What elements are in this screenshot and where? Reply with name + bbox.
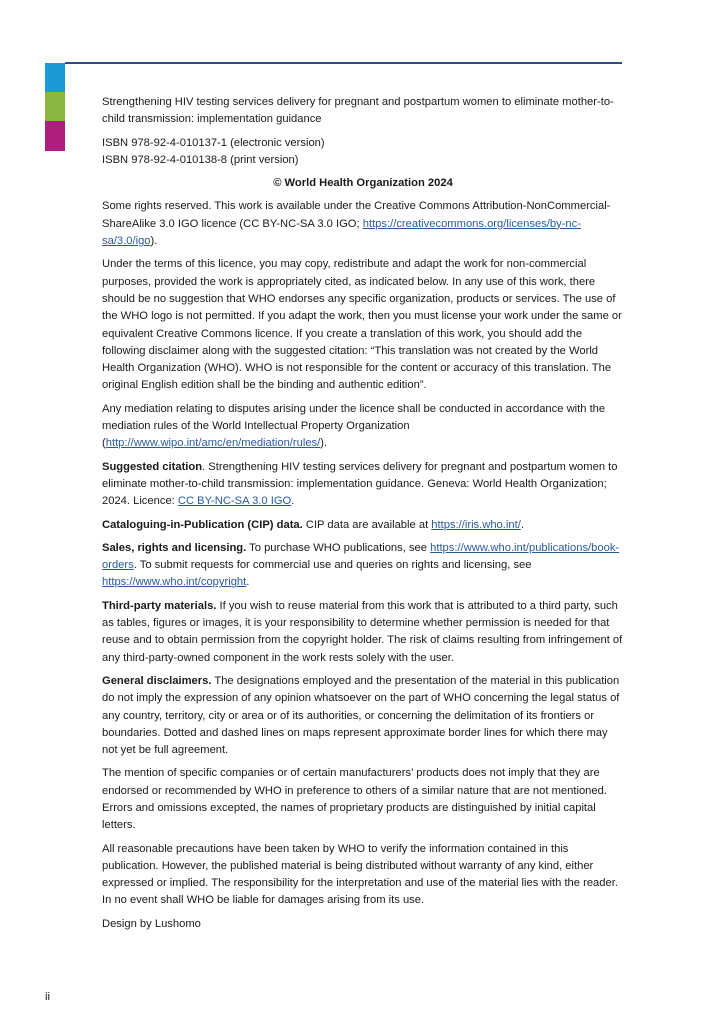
sales-paragraph: Sales, rights and licensing. To purchase WHO publications, see https://www.who.int/publications/book-orders. To submit requests for commercial use and queries on rights and licensing, see https://www.who.int/copyright. xyxy=(102,541,620,589)
mediation-paragraph: Any mediation relating to disputes arising under the licence shall be conducted in accordance with the mediation rules of the World Intellectual Property Organization (http://www.wipo.int/amc/en/mediation/rules/). xyxy=(102,402,606,450)
cc-licence-link[interactable]: https://creativecommons.org/licenses/by-nc-sa/3.0/igo xyxy=(102,217,581,248)
rights-paragraph: Some rights reserved. This work is available under the Creative Commons Attribution-NonCommercial-ShareAlike 3.0 IGO licence (CC BY-NC-SA 3.0 IGO; https://creativecommons.org/licenses/by-nc-sa/3.0/igo). xyxy=(102,200,611,248)
header-rule xyxy=(65,62,622,64)
copyright-notice: © World Health Organization 2024 xyxy=(273,177,453,190)
licence-terms-paragraph: Under the terms of this licence, you may copy, redistribute and adapt the work for non-commercial purposes, provided the work is appropriately cited, as indicated below. In any use of this work, there should be no suggestion that WHO endorses any specific organization, products or services. The use of the WHO logo is not permitted. If you adapt the work, then you must license your work under the same or equivalent Creative Commons licence. If you create a translation of this work, you should add the following disclaimer along with the suggested citation: “This translation was not created by the World Health Organization (WHO). WHO is not responsible for the content or accuracy of this translation. The original English edition shall be the binding and authentic edition”. xyxy=(102,258,622,392)
companies-paragraph: The mention of specific companies or of certain manufacturers’ products does not imply that they are endorsed or recommended by WHO in preference to others of a similar nature that are not mentioned. Errors and omissions excepted, the names of proprietary products are distinguished by initial capital letters. xyxy=(102,767,607,832)
sales-label: Sales, rights and licensing. xyxy=(102,541,247,554)
accent-bar-blue xyxy=(45,63,65,92)
design-credit: Design by Lushomo xyxy=(102,917,201,930)
isbn-print: ISBN 978-92-4-010138-8 (print version) xyxy=(102,153,299,166)
general-disclaimers-paragraph: General disclaimers. The designations employed and the presentation of the material in this publication do not imply the expression of any opinion whatsoever on the part of WHO concerning the legal status of any country, territory, city or area or of its authorities, or concerning the delimitation of its frontiers or boundaries. Dotted and dashed lines on maps represent approximate border lines for which there may not yet be full agreement. xyxy=(102,674,620,757)
copyright-link[interactable]: https://www.who.int/copyright xyxy=(102,576,247,589)
citation-licence-link[interactable]: CC BY-NC-SA 3.0 IGO xyxy=(177,495,292,508)
publication-title: Strengthening HIV testing services delivery for pregnant and postpartum women to eliminate mother-to-child transmission: implementation guidance xyxy=(102,96,614,126)
cip-label: Cataloguing-in-Publication (CIP) data. xyxy=(102,518,303,531)
third-party-label: Third-party materials. xyxy=(102,599,217,612)
book-orders-link[interactable]: https://www.who.int/publications/book-orders xyxy=(102,541,620,572)
page-number: ii xyxy=(45,991,50,1003)
suggested-citation-label: Suggested citation xyxy=(102,460,203,473)
general-disclaimers-label: General disclaimers. xyxy=(102,674,212,687)
wipo-mediation-link[interactable]: http://www.wipo.int/amc/en/mediation/rules/ xyxy=(105,437,321,450)
cip-paragraph: Cataloguing-in-Publication (CIP) data. CIP data are available at https://iris.who.int/. xyxy=(102,518,524,531)
third-party-paragraph: Third-party materials. If you wish to reuse material from this work that is attributed to a third party, such as tables, figures or images, it is your responsibility to determine whether permission is needed for that reuse and to obtain permission from the copyright holder. The risk of claims resulting from infringement of any third-party-owned component in the work rests solely with the user. xyxy=(102,599,623,664)
suggested-citation-paragraph: Suggested citation. Strengthening HIV testing services delivery for pregnant and postpartum women to eliminate mother-to-child transmission: implementation guidance. Geneva: World Health Organization; 2024. Licence: CC BY-NC-SA 3.0 IGO. xyxy=(102,460,618,508)
precautions-paragraph: All reasonable precautions have been taken by WHO to verify the information contained in this publication. However, the published material is being distributed without warranty of any kind, either expressed or implied. The responsibility for the interpretation and use of the material lies with the reader. In no event shall WHO be liable for damages arising from its use. xyxy=(102,842,618,907)
iris-link[interactable]: https://iris.who.int/ xyxy=(431,518,521,531)
isbn-electronic: ISBN 978-92-4-010137-1 (electronic version) xyxy=(102,136,325,149)
accent-bar-magenta xyxy=(45,121,65,151)
copyright-page-content xyxy=(102,94,624,939)
accent-bar-green xyxy=(45,92,65,121)
